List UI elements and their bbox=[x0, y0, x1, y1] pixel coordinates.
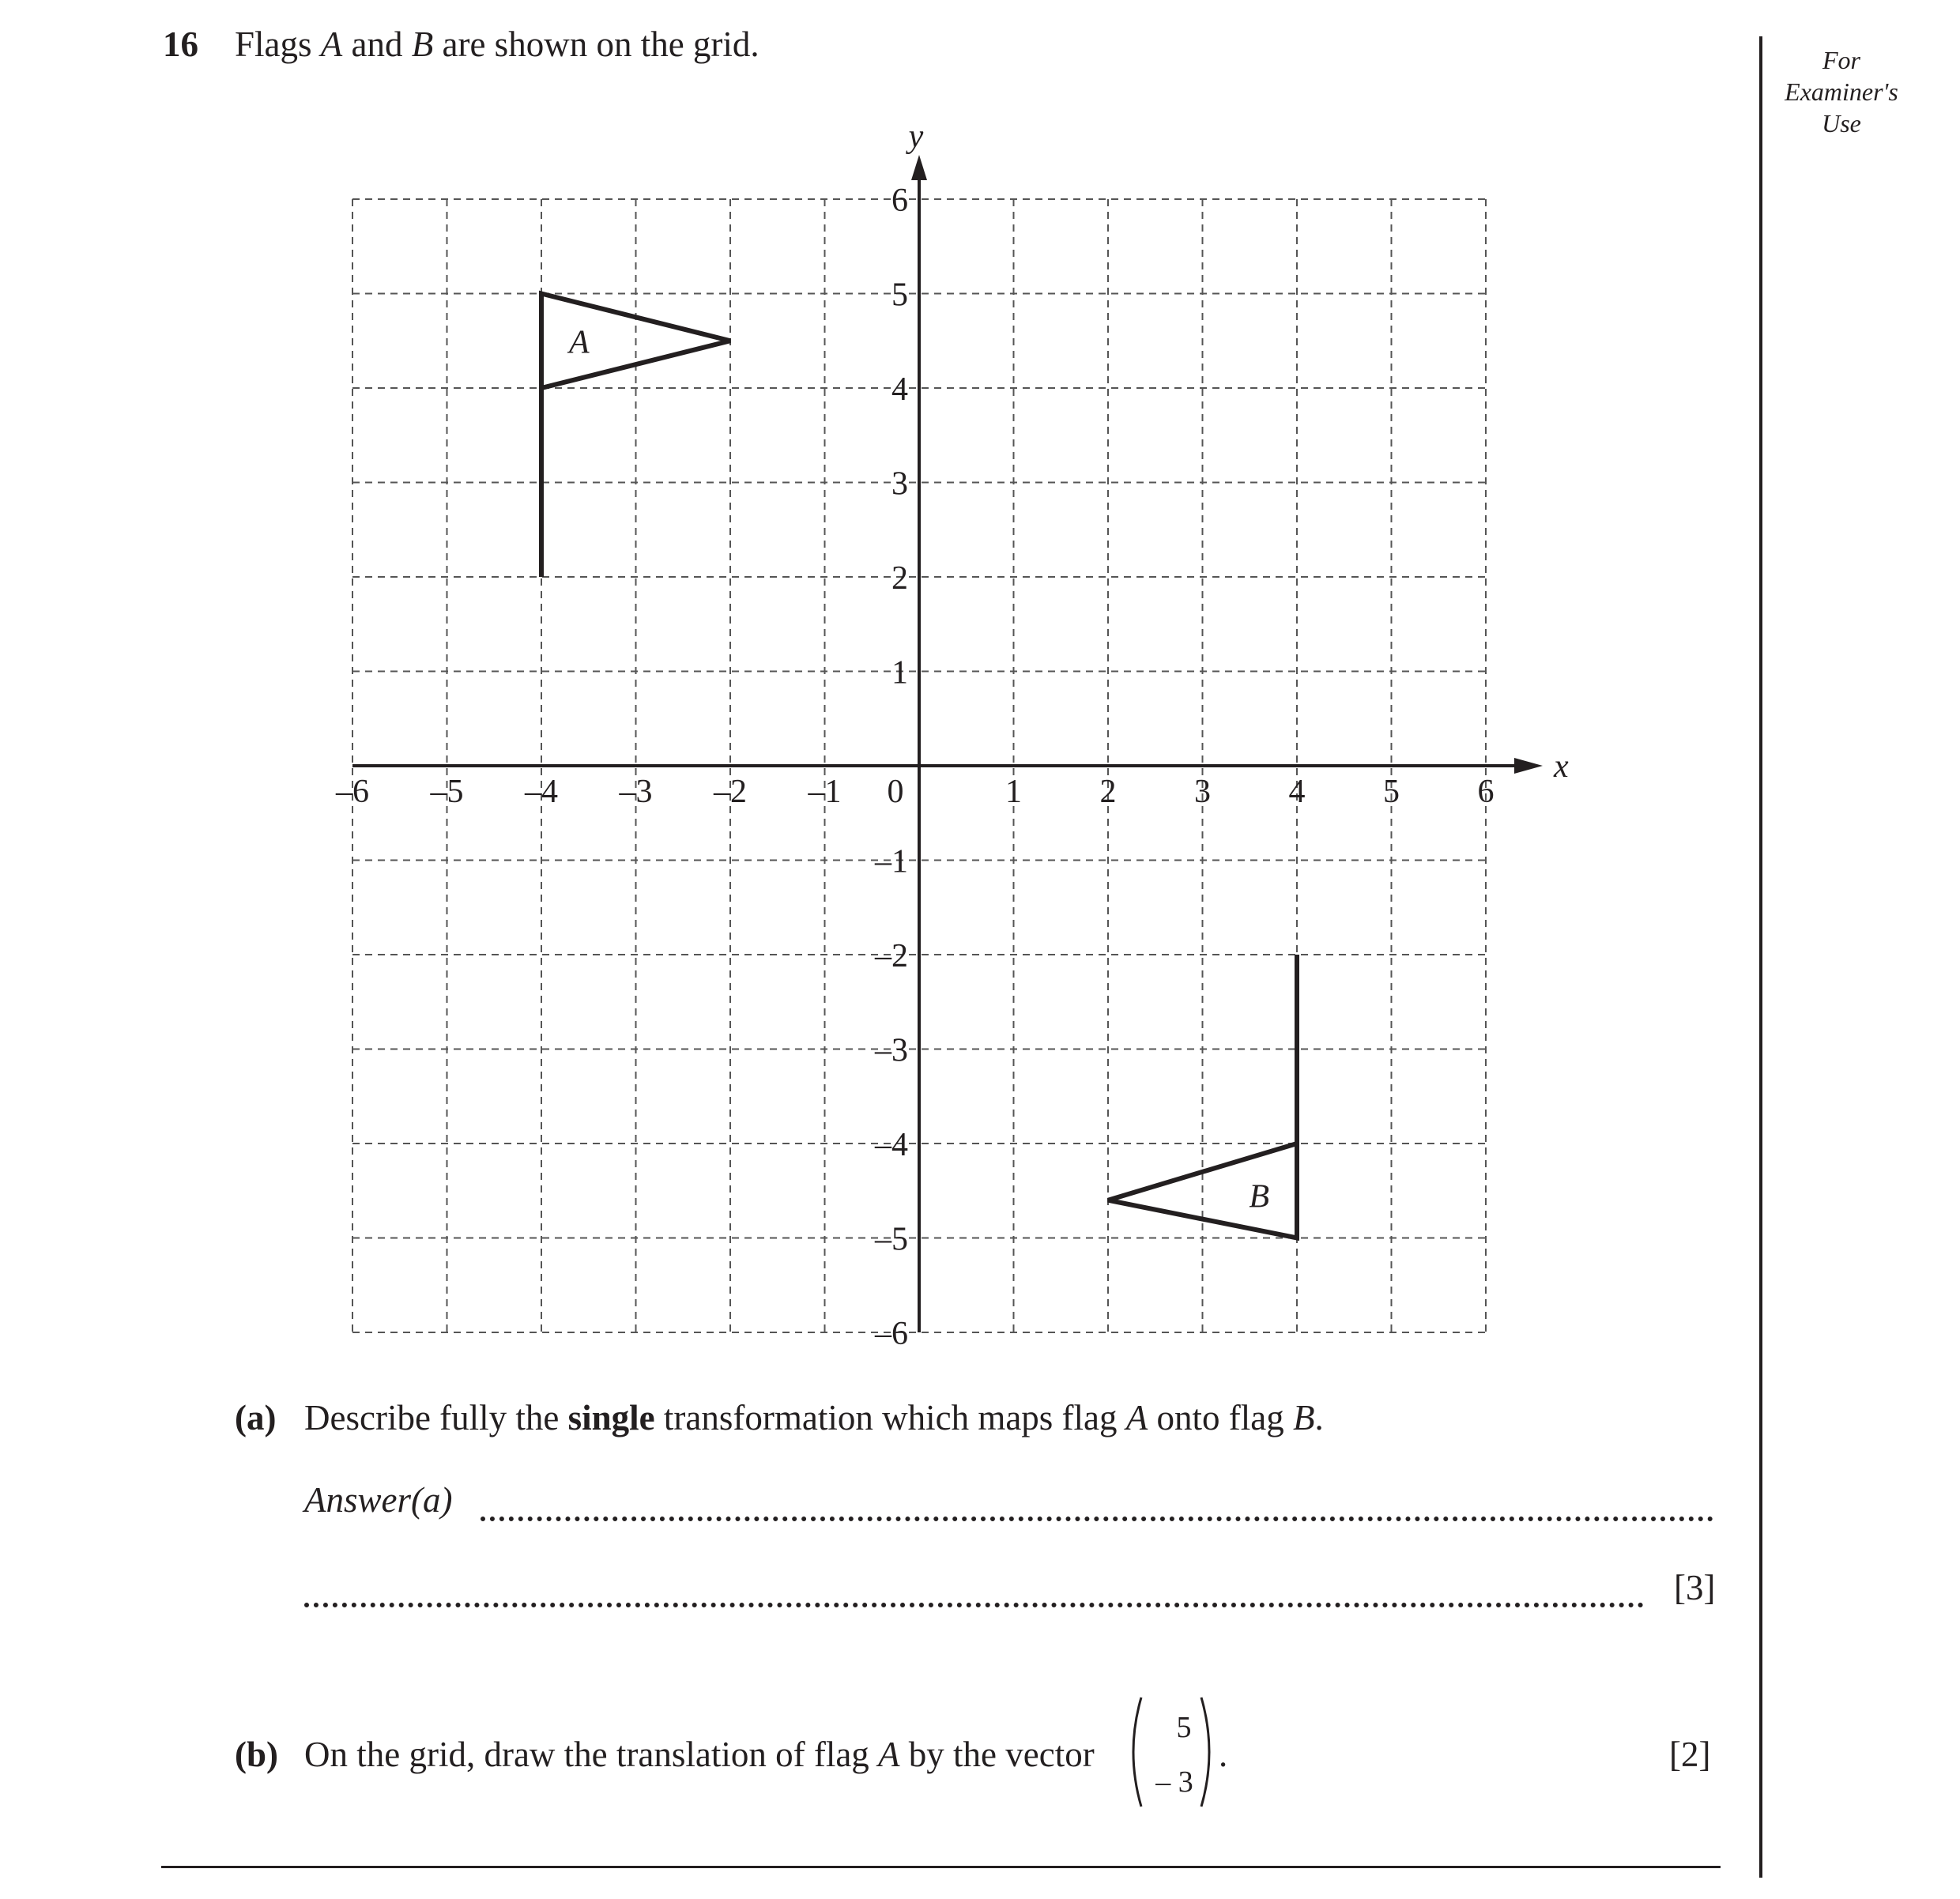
y-tick-label: –6 bbox=[875, 1316, 908, 1352]
part-a-text-1: Describe fully the bbox=[304, 1398, 568, 1437]
x-tick-label: –2 bbox=[714, 774, 747, 810]
y-tick-label: –2 bbox=[875, 938, 908, 974]
vector-top-value: 5 bbox=[1176, 1711, 1192, 1744]
part-a-text-4: . bbox=[1314, 1398, 1324, 1437]
intro-text-3: are shown on the grid. bbox=[433, 24, 760, 64]
part-b-label: (b) bbox=[235, 1735, 278, 1774]
intro-flag-a: A bbox=[320, 24, 343, 64]
bottom-rule bbox=[161, 1866, 1721, 1868]
question-number: 16 bbox=[163, 24, 198, 64]
x-tick-label: 0 bbox=[887, 774, 904, 810]
y-tick-label: 6 bbox=[891, 183, 908, 219]
translation-vector bbox=[1124, 1693, 1219, 1811]
part-a-marks: [3] bbox=[1674, 1568, 1716, 1607]
x-axis-label: x bbox=[1554, 748, 1569, 785]
y-tick-label: –5 bbox=[875, 1221, 908, 1258]
y-tick-label: –1 bbox=[875, 843, 908, 880]
x-tick-label: 4 bbox=[1288, 774, 1306, 810]
x-tick-label: 1 bbox=[1005, 774, 1022, 810]
part-b-text-2: by the vector bbox=[899, 1735, 1095, 1774]
y-tick-label: 3 bbox=[891, 465, 908, 503]
part-b-text-1: On the grid, draw the translation of flag bbox=[304, 1735, 879, 1774]
y-tick-label: 2 bbox=[891, 560, 908, 597]
x-tick-label: 3 bbox=[1194, 774, 1211, 810]
x-tick-label: –1 bbox=[808, 774, 842, 810]
vector-right-bracket bbox=[1201, 1697, 1209, 1807]
y-tick-label: 5 bbox=[891, 277, 908, 314]
y-tick-label: –4 bbox=[875, 1127, 908, 1163]
intro-flag-b: B bbox=[411, 24, 434, 64]
y-tick-label: 1 bbox=[891, 654, 908, 691]
answer-a-line-1[interactable] bbox=[481, 1517, 1713, 1521]
part-b-marks: [2] bbox=[1669, 1735, 1711, 1774]
y-tick-label: 4 bbox=[891, 371, 908, 408]
examiner-line-1: For bbox=[1822, 46, 1860, 74]
part-a-flag-2: B bbox=[1293, 1398, 1315, 1437]
part-b-flag: A bbox=[878, 1735, 900, 1774]
part-a-text-2: transformation which maps flag bbox=[654, 1398, 1126, 1437]
y-axis-label: y bbox=[908, 119, 924, 155]
x-tick-label: 6 bbox=[1477, 774, 1494, 810]
part-a-bold-word: single bbox=[567, 1398, 655, 1437]
vector-bottom-value: – 3 bbox=[1155, 1765, 1193, 1799]
part-a-question bbox=[304, 1397, 1324, 1438]
answer-a-line-2[interactable] bbox=[304, 1603, 1644, 1607]
answer-a-label: Answer(a) bbox=[304, 1480, 453, 1520]
flag-b-label: B bbox=[1249, 1178, 1270, 1215]
x-tick-label: 5 bbox=[1383, 774, 1400, 810]
x-tick-label: –3 bbox=[619, 774, 653, 810]
part-b-question bbox=[304, 1734, 1095, 1775]
x-tick-label: –5 bbox=[430, 774, 464, 810]
vector-left-bracket bbox=[1133, 1697, 1141, 1807]
y-axis-arrowhead bbox=[911, 155, 927, 180]
flag-a-label: A bbox=[568, 324, 590, 361]
x-axis-arrowhead bbox=[1514, 758, 1543, 774]
part-a-label: (a) bbox=[235, 1398, 277, 1437]
x-tick-label: –4 bbox=[525, 774, 558, 810]
examiner-line-2: Examiner's bbox=[1785, 77, 1898, 106]
x-tick-label: –6 bbox=[336, 774, 369, 810]
part-a-flag-1: A bbox=[1125, 1398, 1148, 1437]
part-b-period: . bbox=[1219, 1735, 1228, 1774]
examiner-line-3: Use bbox=[1822, 109, 1861, 138]
part-a-text-3: onto flag bbox=[1148, 1398, 1293, 1437]
intro-text-1: Flags bbox=[235, 24, 321, 64]
intro-text-2: and bbox=[342, 24, 412, 64]
x-tick-label: 2 bbox=[1099, 774, 1117, 810]
y-tick-label: –3 bbox=[875, 1032, 908, 1069]
